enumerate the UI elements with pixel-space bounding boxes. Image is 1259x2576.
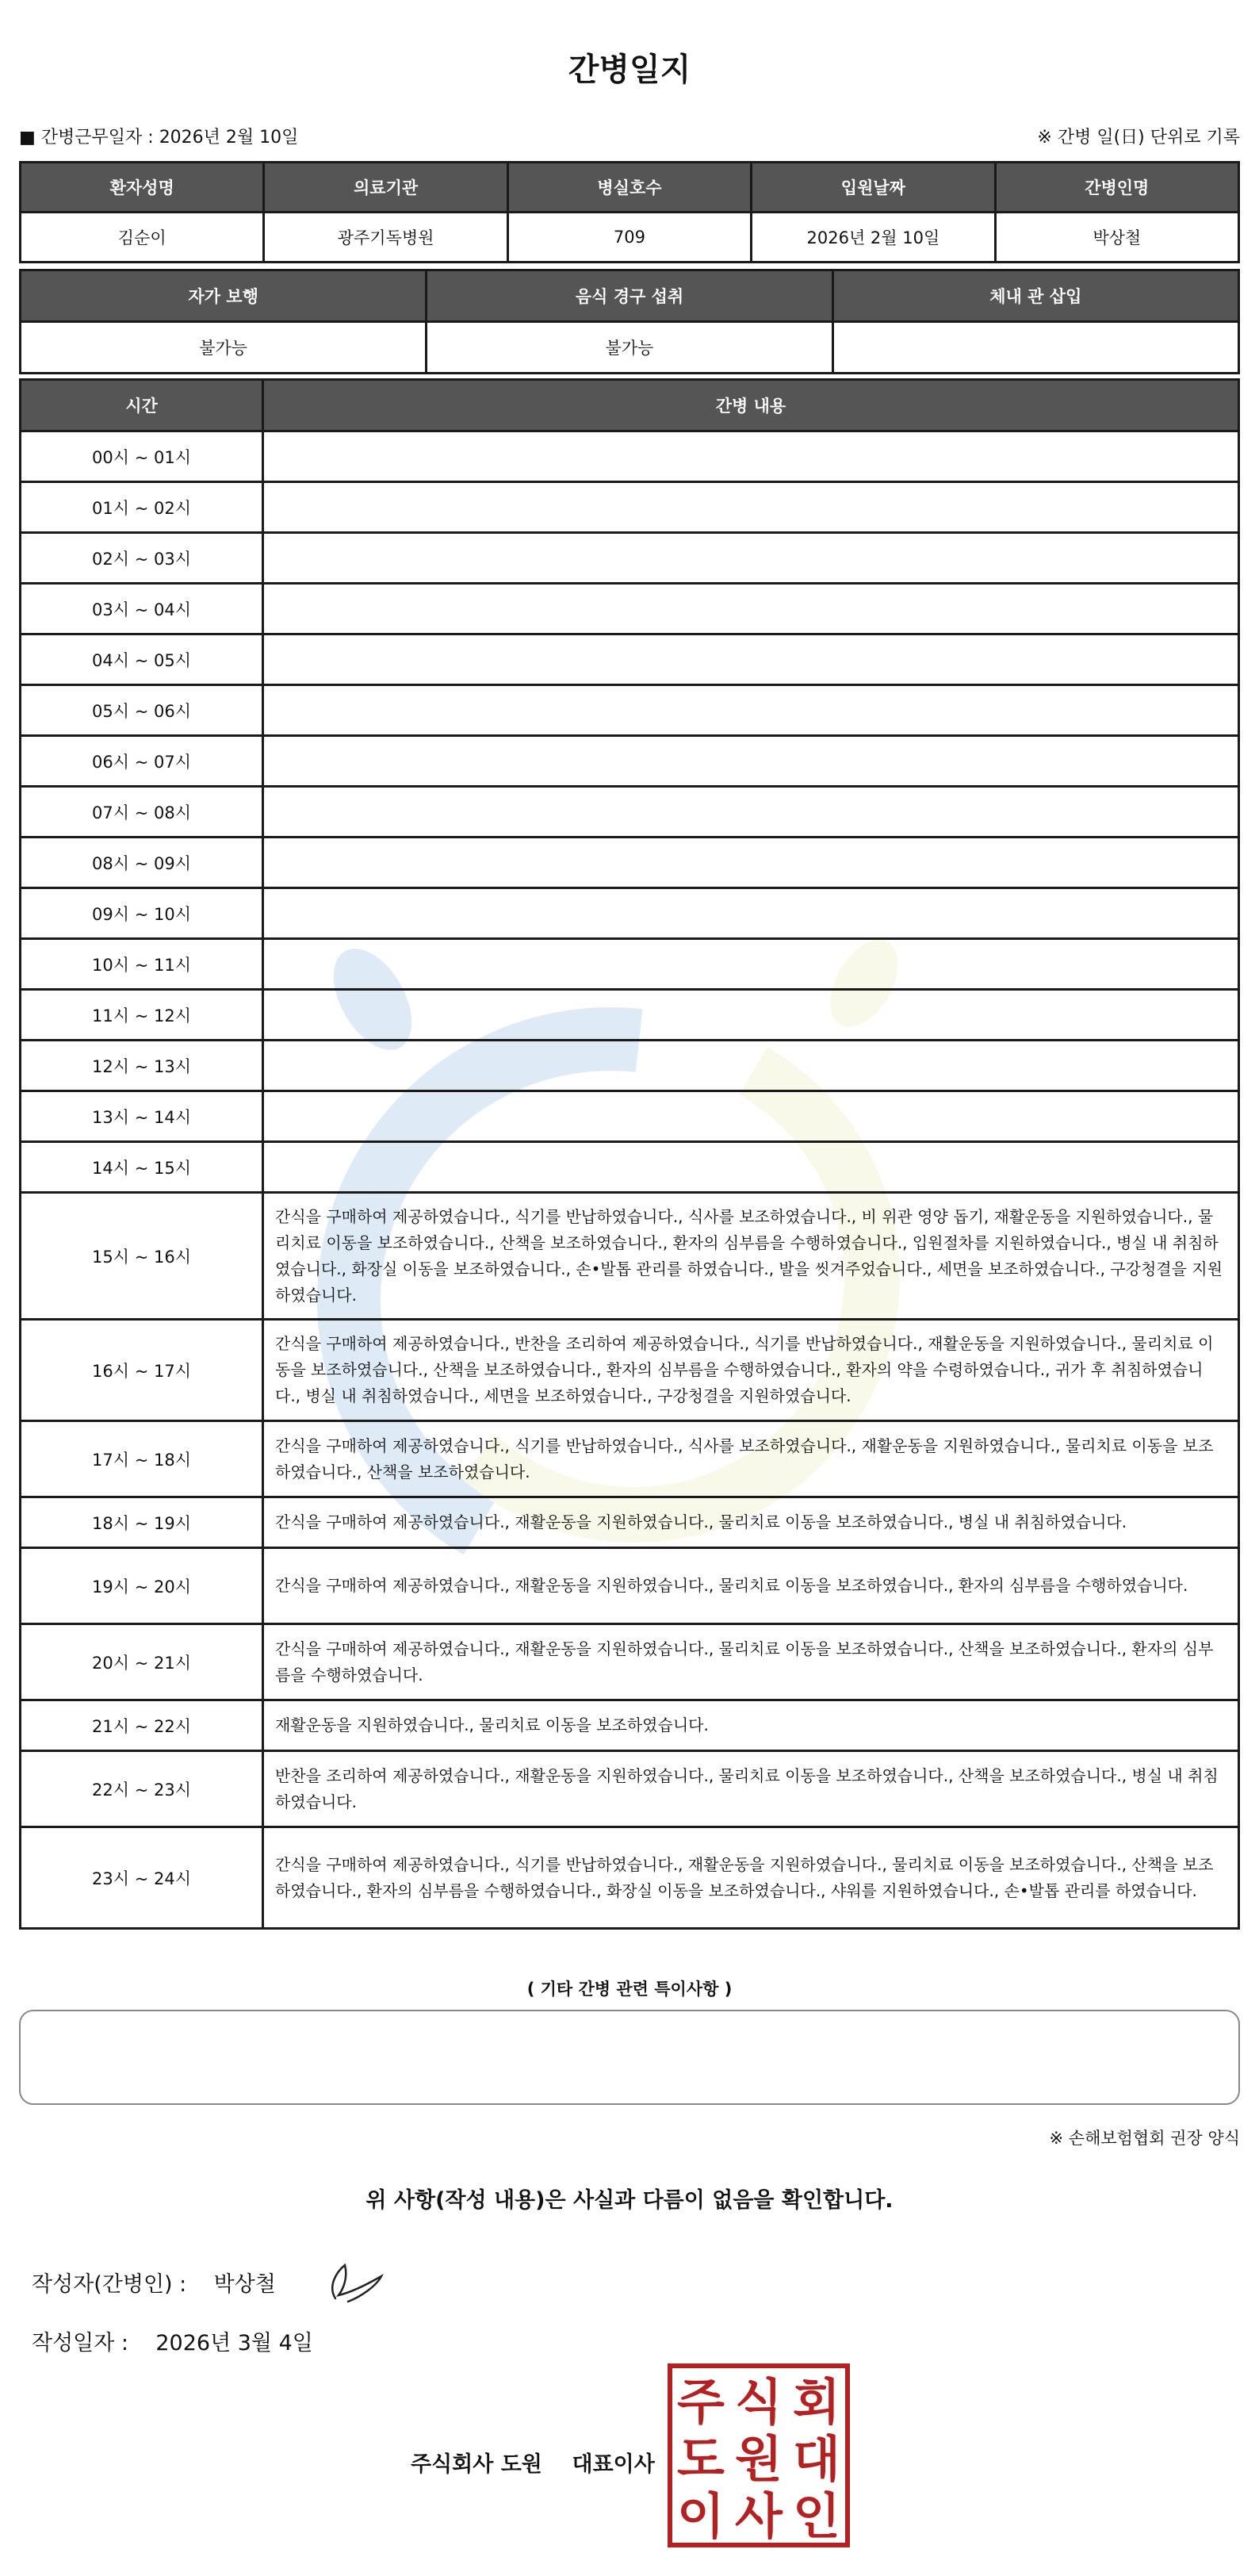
form-note: ※ 손해보험협회 권장 양식 xyxy=(1049,2129,1240,2148)
write-date-value: 2026년 3월 4일 xyxy=(155,2331,313,2356)
log-content xyxy=(263,990,1239,1041)
log-content: 간식을 구매하여 제공하였습니다., 반찬을 조리하여 제공하였습니다., 식기를 반납하였습니다., 재활운동을 지원하였습니다., 물리치료 이동을 보조하였습니다., 산책을 보조하였습니다., 환자의 심부름을 수행하였습니다., 환자의 약을 수령하였습니다., 귀가 후 취침하였습니다., 병실 내 취침하였습니다., 세면을 보조하였습니다., 구강청결을 지원하였습니다. xyxy=(263,1320,1239,1421)
writer-name: 박상철 xyxy=(213,2272,276,2297)
log-content xyxy=(263,685,1239,736)
log-content: 재활운동을 지원하였습니다., 물리치료 이동을 보조하였습니다. xyxy=(263,1700,1239,1751)
log-time: 10시 ~ 11시 xyxy=(21,939,263,990)
log-content xyxy=(263,533,1239,584)
log-row xyxy=(21,1421,1239,1497)
hospital-name: 광주기독병원 xyxy=(264,213,507,263)
log-time: 16시 ~ 17시 xyxy=(21,1320,263,1421)
care-work-date: ■ 간병근무일자 : 2026년 2월 10일 xyxy=(19,128,299,148)
log-time: 21시 ~ 22시 xyxy=(21,1700,263,1751)
log-row xyxy=(21,888,1239,939)
room-number: 709 xyxy=(507,213,751,263)
log-row xyxy=(21,1548,1239,1624)
log-content xyxy=(263,838,1239,888)
log-content: 간식을 구매하여 제공하였습니다., 재활운동을 지원하였습니다., 물리치료 이동을 보조하였습니다., 병실 내 취침하였습니다. xyxy=(263,1497,1239,1548)
log-time: 22시 ~ 23시 xyxy=(21,1751,263,1827)
log-row xyxy=(21,1091,1239,1142)
log-row xyxy=(21,787,1239,838)
log-time: 15시 ~ 16시 xyxy=(21,1193,263,1320)
log-content: 반찬을 조리하여 제공하였습니다., 재활운동을 지원하였습니다., 물리치료 이동을 보조하였습니다., 산책을 보조하였습니다., 병실 내 취침하였습니다. xyxy=(263,1751,1239,1827)
self-walking-value: 불가능 xyxy=(21,322,427,374)
record-unit-note: ※ 간병 일(日) 단위로 기록 xyxy=(1037,128,1240,148)
header-caregiver: 간병인명 xyxy=(995,163,1238,213)
patient-info-table xyxy=(19,161,1240,263)
log-row xyxy=(21,1193,1239,1320)
signature-image xyxy=(321,2254,392,2306)
log-row xyxy=(21,533,1239,584)
patient-status-table xyxy=(19,269,1240,374)
log-content xyxy=(263,634,1239,685)
header-tube-insertion: 체내 관 삽입 xyxy=(832,270,1238,322)
svg-text:이: 이 xyxy=(677,2487,725,2545)
oral-intake-value: 불가능 xyxy=(427,322,832,374)
log-row xyxy=(21,1497,1239,1548)
company-representative: 주식회사 도원 대표이사 xyxy=(411,2452,655,2477)
notes-title: ( 기타 간병 관련 특이사항 ) xyxy=(526,1980,733,1999)
log-time: 00시 ~ 01시 xyxy=(21,431,263,482)
log-time: 23시 ~ 24시 xyxy=(21,1827,263,1929)
log-row xyxy=(21,736,1239,787)
log-time: 12시 ~ 13시 xyxy=(21,1041,263,1091)
write-date-line xyxy=(32,2325,313,2356)
log-time: 03시 ~ 04시 xyxy=(21,584,263,634)
svg-text:주: 주 xyxy=(677,2373,725,2431)
log-row xyxy=(21,634,1239,685)
log-time: 07시 ~ 08시 xyxy=(21,787,263,838)
company-seal xyxy=(668,2363,850,2547)
write-date-label: 작성일자 : xyxy=(32,2331,129,2356)
log-time: 09시 ~ 10시 xyxy=(21,888,263,939)
log-content xyxy=(263,1142,1239,1193)
log-content xyxy=(263,1041,1239,1091)
svg-text:원: 원 xyxy=(735,2430,783,2488)
log-row xyxy=(21,1320,1239,1421)
log-content xyxy=(263,888,1239,939)
tube-insertion-value xyxy=(832,322,1238,374)
log-content: 간식을 구매하여 제공하였습니다., 식기를 반납하였습니다., 재활운동을 지원하였습니다., 물리치료 이동을 보조하였습니다., 산책을 보조하였습니다., 환자의 심부름을 수행하였습니다., 화장실 이동을 보조하였습니다., 샤워를 지원하였습니다., 손•발톱 관리를 하였습니다. xyxy=(263,1827,1239,1929)
svg-text:회: 회 xyxy=(793,2373,840,2431)
notes-box xyxy=(19,2010,1240,2105)
log-content: 간식을 구매하여 제공하였습니다., 재활운동을 지원하였습니다., 물리치료 이동을 보조하였습니다., 산책을 보조하였습니다., 환자의 심부름을 수행하였습니다. xyxy=(263,1624,1239,1700)
log-row xyxy=(21,431,1239,482)
confirmation-statement: 위 사항(작성 내용)은 사실과 다름이 없음을 확인합니다. xyxy=(365,2188,894,2213)
log-content: 간식을 구매하여 제공하였습니다., 식기를 반납하였습니다., 식사를 보조하였습니다., 비 위관 영양 돕기, 재활운동을 지원하였습니다., 물리치료 이동을 보조하였습니다., 산책을 보조하였습니다., 환자의 심부름을 수행하였습니다., 입원절차를 지원하였습니다., 병실 내 취침하였습니다., 화장실 이동을 보조하였습니다., 손•발톱 관리를 하였습니다., 발을 씻겨주었습니다., 세면을 보조하였습니다., 구강청결을 지원하였습니다. xyxy=(263,1193,1239,1320)
log-time: 02시 ~ 03시 xyxy=(21,533,263,584)
svg-text:인: 인 xyxy=(793,2487,840,2545)
svg-text:대: 대 xyxy=(793,2430,840,2488)
log-row xyxy=(21,1041,1239,1091)
log-row xyxy=(21,939,1239,990)
svg-text:식: 식 xyxy=(735,2373,783,2431)
header-self-walking: 자가 보행 xyxy=(21,270,427,322)
log-row xyxy=(21,685,1239,736)
log-time: 01시 ~ 02시 xyxy=(21,482,263,533)
log-time: 20시 ~ 21시 xyxy=(21,1624,263,1700)
log-time: 04시 ~ 05시 xyxy=(21,634,263,685)
writer-label: 작성자(간병인) : xyxy=(32,2272,187,2297)
log-row xyxy=(21,838,1239,888)
header-oral-intake: 음식 경구 섭취 xyxy=(427,270,832,322)
log-time: 17시 ~ 18시 xyxy=(21,1421,263,1497)
log-content xyxy=(263,431,1239,482)
log-row xyxy=(21,990,1239,1041)
log-content: 간식을 구매하여 제공하였습니다., 재활운동을 지원하였습니다., 물리치료 이동을 보조하였습니다., 환자의 심부름을 수행하였습니다. xyxy=(263,1548,1239,1624)
header-room: 병실호수 xyxy=(507,163,751,213)
header-care-content: 간병 내용 xyxy=(263,380,1239,431)
document-title: 간병일지 xyxy=(568,52,691,88)
patient-name: 김순이 xyxy=(21,213,264,263)
svg-text:사: 사 xyxy=(735,2487,783,2545)
log-time: 11시 ~ 12시 xyxy=(21,990,263,1041)
log-time: 14시 ~ 15시 xyxy=(21,1142,263,1193)
log-time: 18시 ~ 19시 xyxy=(21,1497,263,1548)
log-row xyxy=(21,1751,1239,1827)
log-row xyxy=(21,1700,1239,1751)
log-time: 19시 ~ 20시 xyxy=(21,1548,263,1624)
writer-line xyxy=(32,2267,276,2298)
log-row xyxy=(21,482,1239,533)
log-content xyxy=(263,1091,1239,1142)
log-row xyxy=(21,584,1239,634)
svg-text:도: 도 xyxy=(677,2430,725,2488)
log-content xyxy=(263,787,1239,838)
header-time: 시간 xyxy=(21,380,263,431)
log-content xyxy=(263,584,1239,634)
admission-date: 2026년 2월 10일 xyxy=(752,213,995,263)
header-admission-date: 입원날짜 xyxy=(752,163,995,213)
log-content xyxy=(263,939,1239,990)
log-row xyxy=(21,1624,1239,1700)
caregiver-name: 박상철 xyxy=(995,213,1238,263)
log-time: 05시 ~ 06시 xyxy=(21,685,263,736)
log-row xyxy=(21,1827,1239,1929)
log-content xyxy=(263,482,1239,533)
log-content xyxy=(263,736,1239,787)
log-time: 06시 ~ 07시 xyxy=(21,736,263,787)
header-hospital: 의료기관 xyxy=(264,163,507,213)
care-log-table xyxy=(19,378,1240,1930)
log-time: 13시 ~ 14시 xyxy=(21,1091,263,1142)
log-content: 간식을 구매하여 제공하였습니다., 식기를 반납하였습니다., 식사를 보조하였습니다., 재활운동을 지원하였습니다., 물리치료 이동을 보조하였습니다., 산책을 보조하였습니다. xyxy=(263,1421,1239,1497)
log-time: 08시 ~ 09시 xyxy=(21,838,263,888)
header-patient-name: 환자성명 xyxy=(21,163,264,213)
log-row xyxy=(21,1142,1239,1193)
